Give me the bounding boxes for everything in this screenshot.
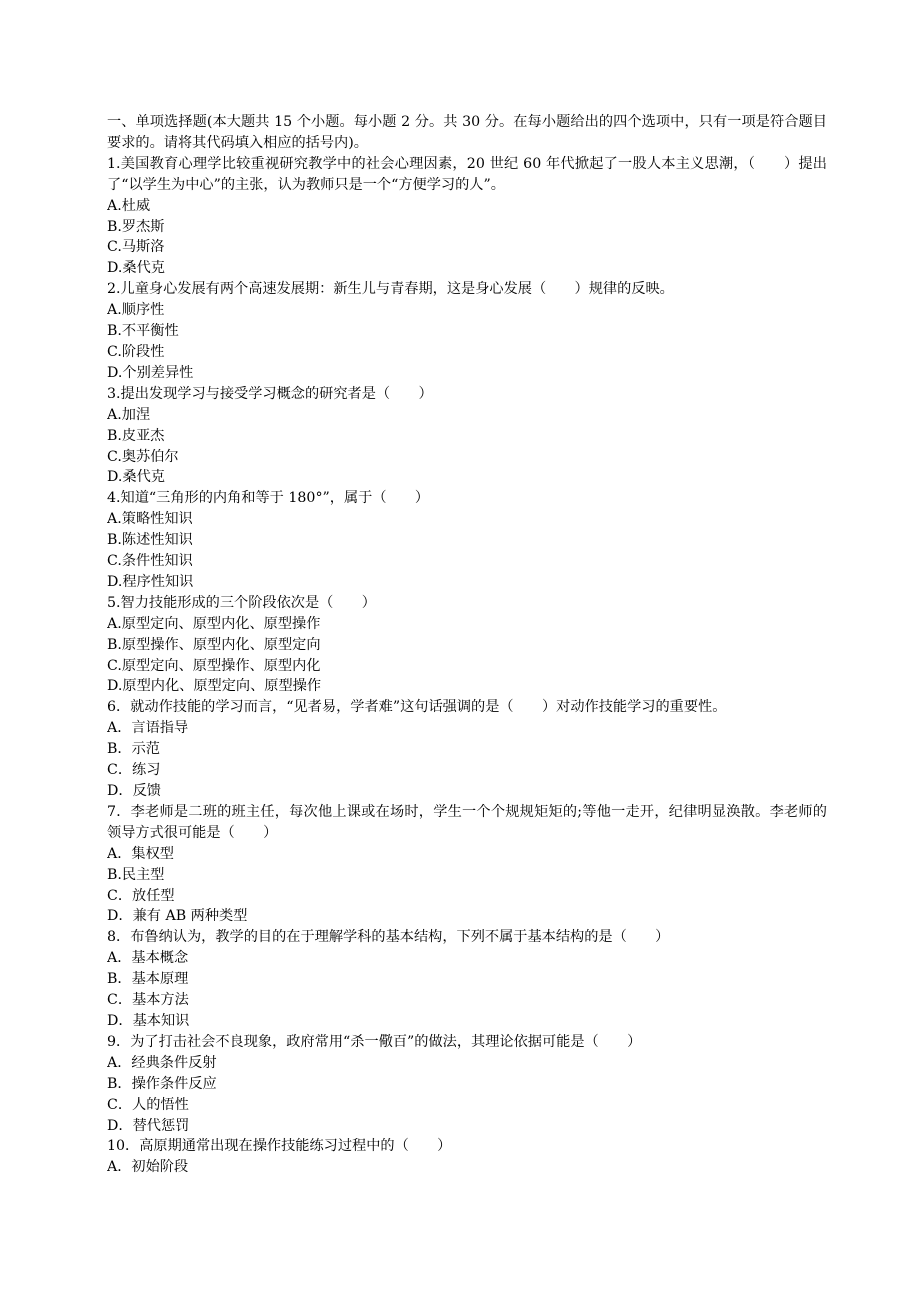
- option: C．练习: [107, 762, 161, 779]
- option: A.策略性知识: [107, 511, 193, 528]
- option: B.陈述性知识: [107, 532, 193, 549]
- section-heading: 一、单项选择题(本大题共 15 个小题。每小题 2 分。共 30 分。在每小题给出的四个选项中，只有一项是符合题目要求的。请将其代码填入相应的括号内)。: [107, 114, 827, 151]
- option: C.阶段性: [107, 343, 165, 360]
- option: A.原型定向、原型内化、原型操作: [107, 615, 321, 632]
- option: D.桑代克: [107, 260, 165, 277]
- option: D.程序性知识: [107, 573, 194, 590]
- option: A．基本概念: [107, 950, 189, 967]
- option: C．放任型: [107, 887, 175, 904]
- option: C．基本方法: [107, 992, 189, 1009]
- option: B．操作条件反应: [107, 1075, 217, 1092]
- question-stem: 9．为了打击社会不良现象，政府常用“杀一儆百”的做法，其理论依据可能是（ ）: [107, 1033, 642, 1050]
- option: D.个别差异性: [107, 364, 194, 381]
- exam-page: [107, 112, 827, 1178]
- question-stem: 10．高原期通常出现在操作技能练习过程中的（ ）: [107, 1138, 452, 1155]
- question-stem: 8．布鲁纳认为，教学的目的在于理解学科的基本结构，下列不属于基本结构的是（ ）: [107, 929, 670, 946]
- question-stem: 6．就动作技能的学习而言，“见者易，学者难”这句话强调的是（ ）对动作技能学习的重要性。: [107, 699, 727, 716]
- option: C.条件性知识: [107, 553, 193, 570]
- question-stem: 7．李老师是二班的班主任，每次他上课或在场时，学生一个个规规矩矩的;等他一走开，纪律明显涣散。李老师的领导方式很可能是（ ）: [107, 803, 827, 841]
- question-stem: 1.美国教育心理学比较重视研究教学中的社会心理因素，20 世纪 60 年代掀起了一股人本主义思潮，（ ）提出了“以学生为中心”的主张，认为教师只是一个“方便学习的人”。: [107, 155, 827, 193]
- option: D．基本知识: [107, 1012, 190, 1029]
- option: B.原型操作、原型内化、原型定向: [107, 636, 321, 653]
- option: D.桑代克: [107, 469, 165, 486]
- question-stem: 5.智力技能形成的三个阶段依次是（ ）: [107, 594, 376, 611]
- option: D．替代惩罚: [107, 1117, 190, 1134]
- option: C.马斯洛: [107, 239, 165, 256]
- option: B.不平衡性: [107, 323, 179, 340]
- option: A．言语指导: [107, 720, 189, 737]
- option: D．兼有 AB 两种类型: [107, 908, 248, 925]
- option: A.杜威: [107, 197, 151, 214]
- option: A.加涅: [107, 406, 151, 423]
- option: D.原型内化、原型定向、原型操作: [107, 678, 322, 695]
- option: A．集权型: [107, 845, 174, 862]
- option: C.原型定向、原型操作、原型内化: [107, 657, 321, 674]
- question-stem: 4.知道“三角形的内角和等于 180°”，属于（ ）: [107, 490, 430, 507]
- option: A．初始阶段: [107, 1159, 189, 1176]
- question-stem: 2.儿童身心发展有两个高速发展期：新生儿与青春期，这是身心发展（ ）规律的反映。: [107, 281, 674, 298]
- option: B.罗杰斯: [107, 218, 165, 235]
- option: B.皮亚杰: [107, 427, 165, 444]
- option: B．基本原理: [107, 971, 189, 988]
- question-stem: 3.提出发现学习与接受学习概念的研究者是（ ）: [107, 385, 433, 402]
- option: B．示范: [107, 741, 160, 758]
- option: A．经典条件反射: [107, 1054, 217, 1071]
- option: B.民主型: [107, 866, 165, 883]
- option: C．人的悟性: [107, 1096, 189, 1113]
- option: C.奥苏伯尔: [107, 448, 179, 465]
- option: D．反馈: [107, 783, 161, 799]
- option: A.顺序性: [107, 302, 165, 319]
